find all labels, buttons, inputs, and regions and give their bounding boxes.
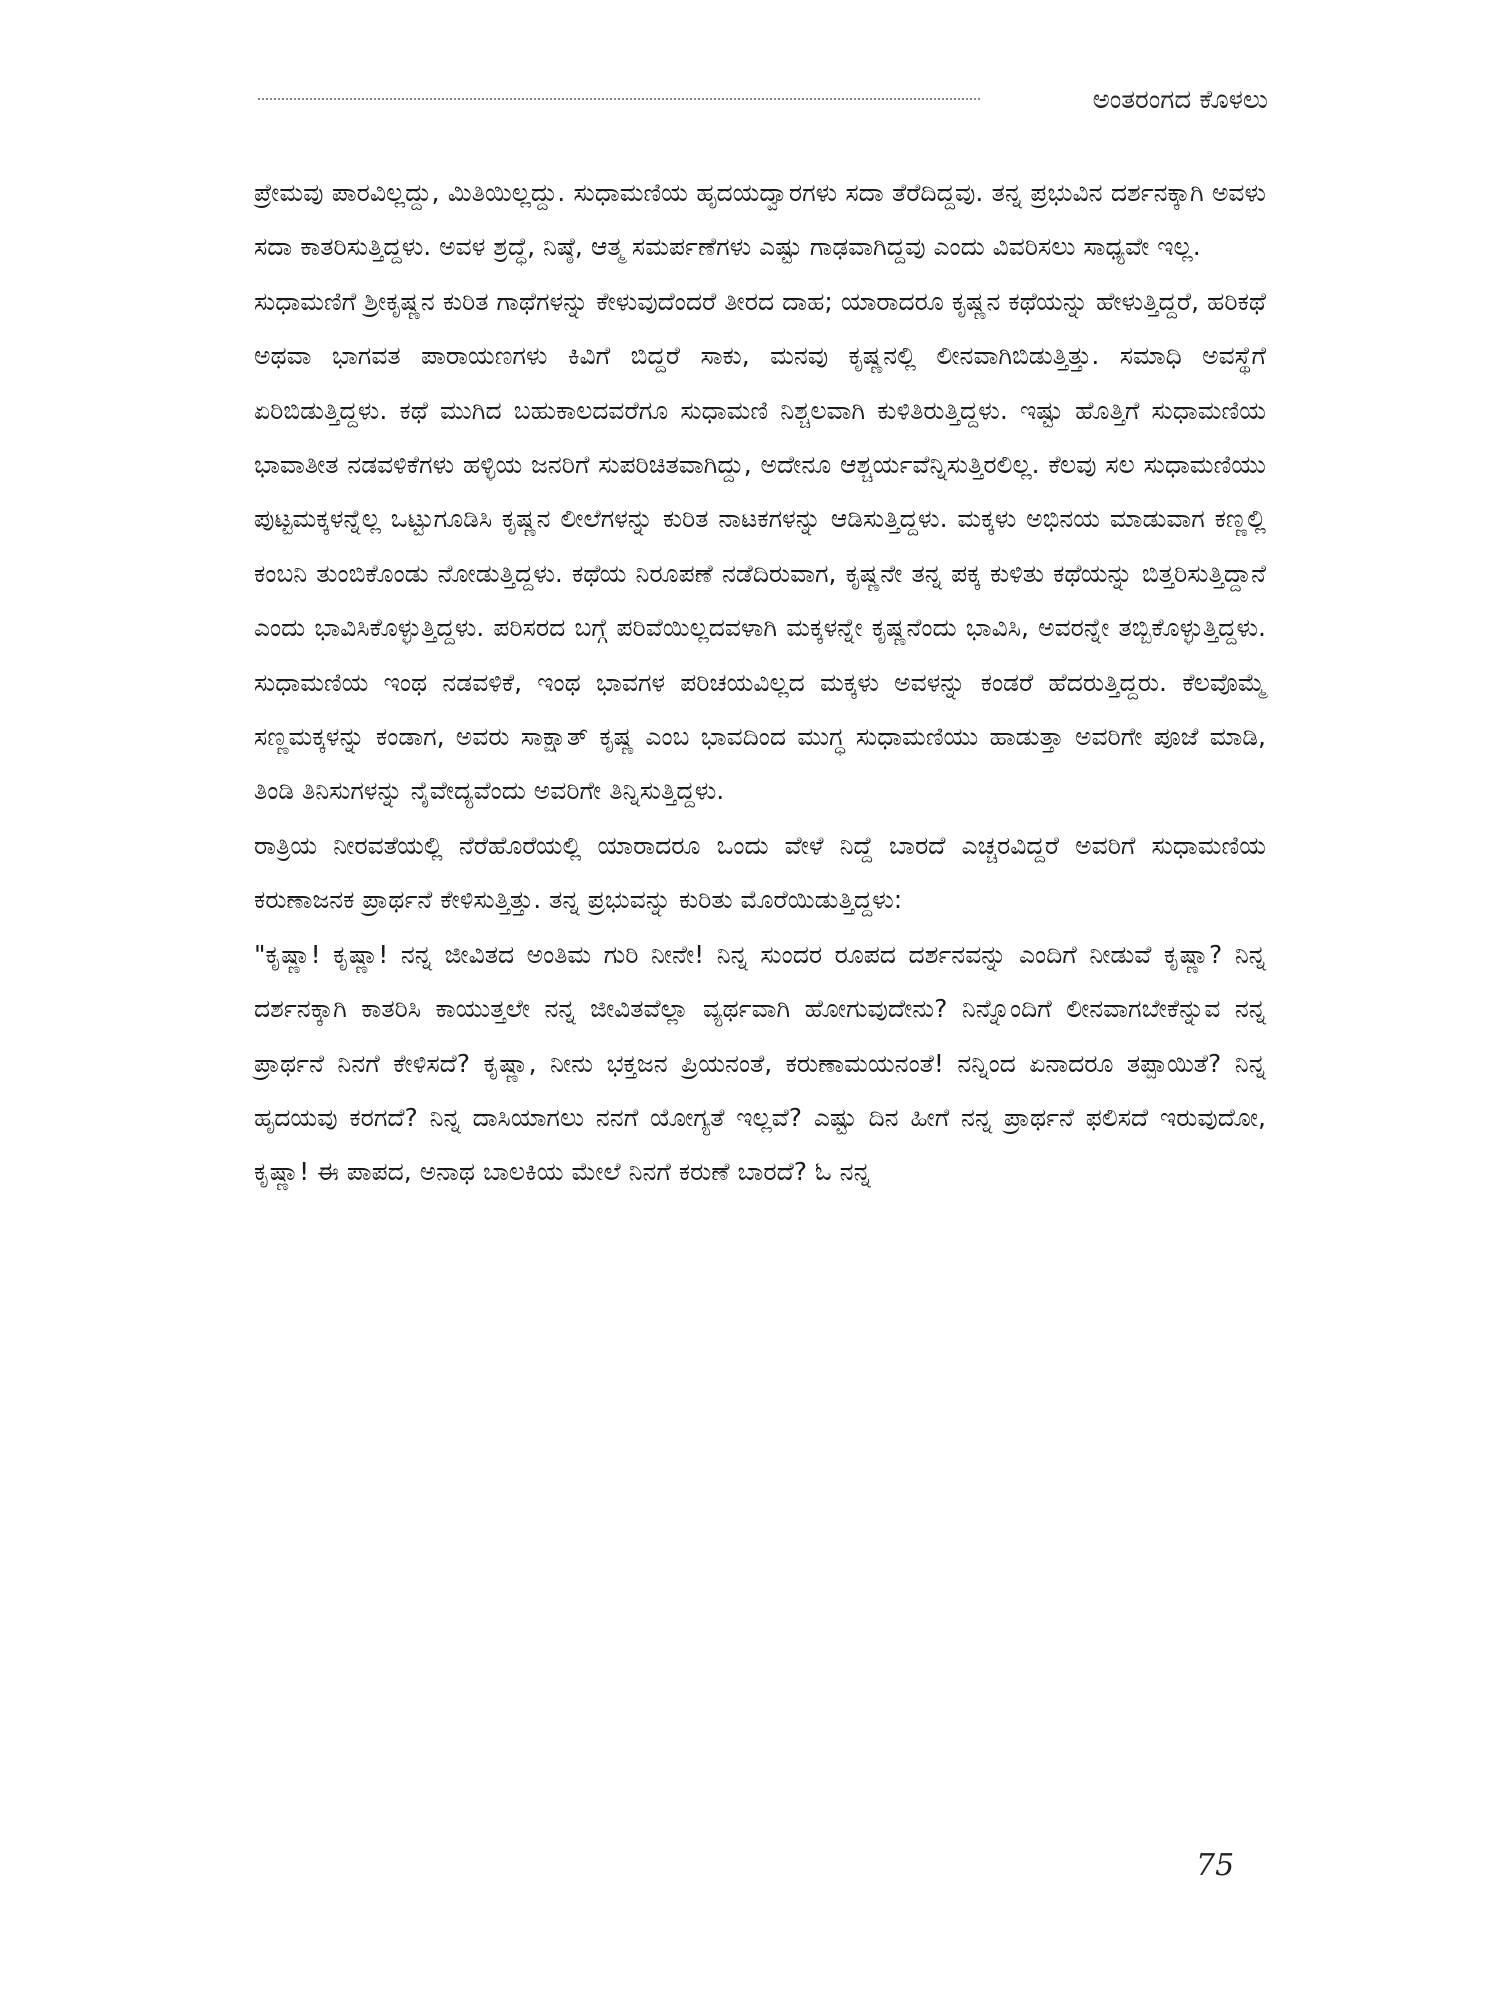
paragraph-4: "ಕೃಷ್ಣಾ! ಕೃಷ್ಣಾ! ನನ್ನ ಜೀವಿತದ ಅಂತಿಮ ಗುರಿ ನೀನೇ! ನಿನ್ನ ಸುಂದರ ರೂಪದ ದರ್ಶನವನ್ನು ಎಂದಿಗೆ ನೀಡುವೆ ಕೃಷ್ಣಾ? ನಿನ್ನ ದರ್ಶನಕ್ಕಾಗಿ ಕಾತರಿಸಿ ಕಾಯುತ್ತಲೇ ನನ್ನ ಜೀವಿತವೆಲ್ಲಾ ವ್ಯರ್ಥವಾಗಿ ಹೋಗುವುದೇನು? ನಿನ್ನೊಂದಿಗೆ ಲೀನವಾಗಬೇಕೆನ್ನುವ ನನ್ನ ಪ್ರಾರ್ಥನೆ ನಿನಗೆ ಕೇಳಿಸದೆ? ಕೃಷ್ಣಾ, ನೀನು ಭಕ್ತಜನ ಪ್ರಿಯನಂತೆ, ಕರುಣಾಮಯನಂತೆ! ನನ್ನಿಂದ ಏನಾದರೂ ತಪ್ಪಾಯಿತೆ? ನಿನ್ನ ಹೃದಯವು ಕರಗದೆ? ನಿನ್ನ ದಾಸಿಯಾಗಲು ನನಗೆ ಯೋಗ್ಯತೆ ಇಲ್ಲವೆ? ಎಷ್ಟು ದಿನ ಹೀಗೆ ನನ್ನ ಪ್ರಾರ್ಥನೆ ಫಲಿಸದೆ ಇರುವುದೋ, ಕೃಷ್ಣಾ! ಈ ಪಾಪದ, ಅನಾಥ ಬಾಲಕಿಯ ಮೇಲೆ ನಿನಗೆ ಕರುಣೆ ಬಾರದೆ? ಓ ನನ್ನ bbox=[254, 939, 1266, 1187]
chapter-title: ಅಂತರಂಗದ ಕೊಳಲು bbox=[1092, 85, 1268, 115]
paragraph-2: ಸುಧಾಮಣಿಗೆ ಶ್ರೀಕೃಷ್ಣನ ಕುರಿತ ಗಾಥೆಗಳನ್ನು ಕೇಳುವುದೆಂದರೆ ತೀರದ ದಾಹ; ಯಾರಾದರೂ ಕೃಷ್ಣನ ಕಥೆಯನ್ನು ಹೇಳುತ್ತಿದ್ದರೆ, ಹರಿಕಥೆ ಅಥವಾ ಭಾಗವತ ಪಾರಾಯಣಗಳು ಕಿವಿಗೆ ಬಿದ್ದರೆ ಸಾಕು, ಮನವು ಕೃಷ್ಣನಲ್ಲಿ ಲೀನವಾಗಿಬಿಡುತ್ತಿತ್ತು. ಸಮಾಧಿ ಅವಸ್ಥೆಗೆ ಏರಿಬಿಡುತ್ತಿದ್ದಳು. ಕಥೆ ಮುಗಿದ ಬಹುಕಾಲದವರೆಗೂ ಸುಧಾಮಣಿ ನಿಶ್ಚಲವಾಗಿ ಕುಳಿತಿರುತ್ತಿದ್ದಳು. ಇಷ್ಟು ಹೊತ್ತಿಗೆ ಸುಧಾಮಣಿಯ ಭಾವಾತೀತ ನಡವಳಿಕೆಗಳು ಹಳ್ಳಿಯ ಜನರಿಗೆ ಸುಪರಿಚಿತವಾಗಿದ್ದು, ಅದೇನೂ ಆಶ್ಚರ್ಯವೆನ್ನಿಸುತ್ತಿರಲಿಲ್ಲ. ಕೆಲವು ಸಲ ಸುಧಾಮಣಿಯು ಪುಟ್ಟಮಕ್ಕಳನ್ನೆಲ್ಲ ಒಟ್ಟುಗೂಡಿಸಿ ಕೃಷ್ಣನ ಲೀಲೆಗಳನ್ನು ಕುರಿತ ನಾಟಕಗಳನ್ನು ಆಡಿಸುತ್ತಿದ್ದಳು. ಮಕ್ಕಳು ಅಭಿನಯ ಮಾಡುವಾಗ ಕಣ್ಣಲ್ಲಿ ಕಂಬನಿ ತುಂಬಿಕೊಂಡು ನೋಡುತ್ತಿದ್ದಳು. ಕಥೆಯ ನಿರೂಪಣೆ ನಡೆದಿರುವಾಗ, ಕೃಷ್ಣನೇ ತನ್ನ ಪಕ್ಕ ಕುಳಿತು ಕಥೆಯನ್ನು ಬಿತ್ತರಿಸುತ್ತಿದ್ದಾನೆ ಎಂದು ಭಾವಿಸಿಕೊಳ್ಳುತ್ತಿದ್ದಳು. ಪರಿಸರದ ಬಗ್ಗೆ ಪರಿವೆಯಿಲ್ಲದವಳಾಗಿ ಮಕ್ಕಳನ್ನೇ ಕೃಷ್ಣನೆಂದು ಭಾವಿಸಿ, ಅವರನ್ನೇ ತಬ್ಬಿಕೊಳ್ಳುತ್ತಿದ್ದಳು. ಸುಧಾಮಣಿಯ ಇಂಥ ನಡವಳಿಕೆ, ಇಂಥ ಭಾವಗಳ ಪರಿಚಯವಿಲ್ಲದ ಮಕ್ಕಳು ಅವಳನ್ನು ಕಂಡರೆ ಹೆದರುತ್ತಿದ್ದರು. ಕೆಲವೊಮ್ಮೆ ಸಣ್ಣಮಕ್ಕಳನ್ನು ಕಂಡಾಗ, ಅವರು ಸಾಕ್ಷಾತ್ ಕೃಷ್ಣ ಎಂಬ ಭಾವದಿಂದ ಮುಗ್ಧ ಸುಧಾಮಣಿಯು ಹಾಡುತ್ತಾ ಅವರಿಗೇ ಪೂಜೆ ಮಾಡಿ, ತಿಂಡಿ ತಿನಿಸುಗಳನ್ನು ನೈವೇದ್ಯವೆಂದು ಅವರಿಗೇ ತಿನ್ನಿಸುತ್ತಿದ್ದಳು. bbox=[254, 286, 1266, 806]
running-header bbox=[258, 84, 1268, 120]
paragraph-1: ಪ್ರೇಮವು ಪಾರವಿಲ್ಲದ್ದು, ಮಿತಿಯಿಲ್ಲದ್ದು. ಸುಧಾಮಣಿಯ ಹೃದಯದ್ವಾರಗಳು ಸದಾ ತೆರೆದಿದ್ದವು. ತನ್ನ ಪ್ರಭುವಿನ ದರ್ಶನಕ್ಕಾಗಿ ಅವಳು ಸದಾ ಕಾತರಿಸುತ್ತಿದ್ದಳು. ಅವಳ ಶ್ರದ್ಧೆ, ನಿಷ್ಠೆ, ಆತ್ಮ ಸಮರ್ಪಣೆಗಳು ಎಷ್ಟು ಗಾಢವಾಗಿದ್ದವು ಎಂದು ವಿವರಿಸಲು ಸಾಧ್ಯವೇ ಇಲ್ಲ. bbox=[254, 178, 1266, 262]
header-dotted-rule bbox=[258, 98, 980, 100]
paragraph-3: ರಾತ್ರಿಯ ನೀರವತೆಯಲ್ಲಿ ನೆರೆಹೊರೆಯಲ್ಲಿ ಯಾರಾದರೂ ಒಂದು ವೇಳೆ ನಿದ್ದೆ ಬಾರದೆ ಎಚ್ಚರವಿದ್ದರೆ ಅವರಿಗೆ ಸುಧಾಮಣಿಯ ಕರುಣಾಜನಕ ಪ್ರಾರ್ಥನೆ ಕೇಳಿಸುತ್ತಿತ್ತು. ತನ್ನ ಪ್ರಭುವನ್ನು ಕುರಿತು ಮೊರೆಯಿಡುತ್ತಿದ್ದಳು: bbox=[254, 830, 1266, 915]
body-text bbox=[254, 166, 1266, 1200]
page-number: 75 bbox=[1196, 1848, 1235, 1883]
